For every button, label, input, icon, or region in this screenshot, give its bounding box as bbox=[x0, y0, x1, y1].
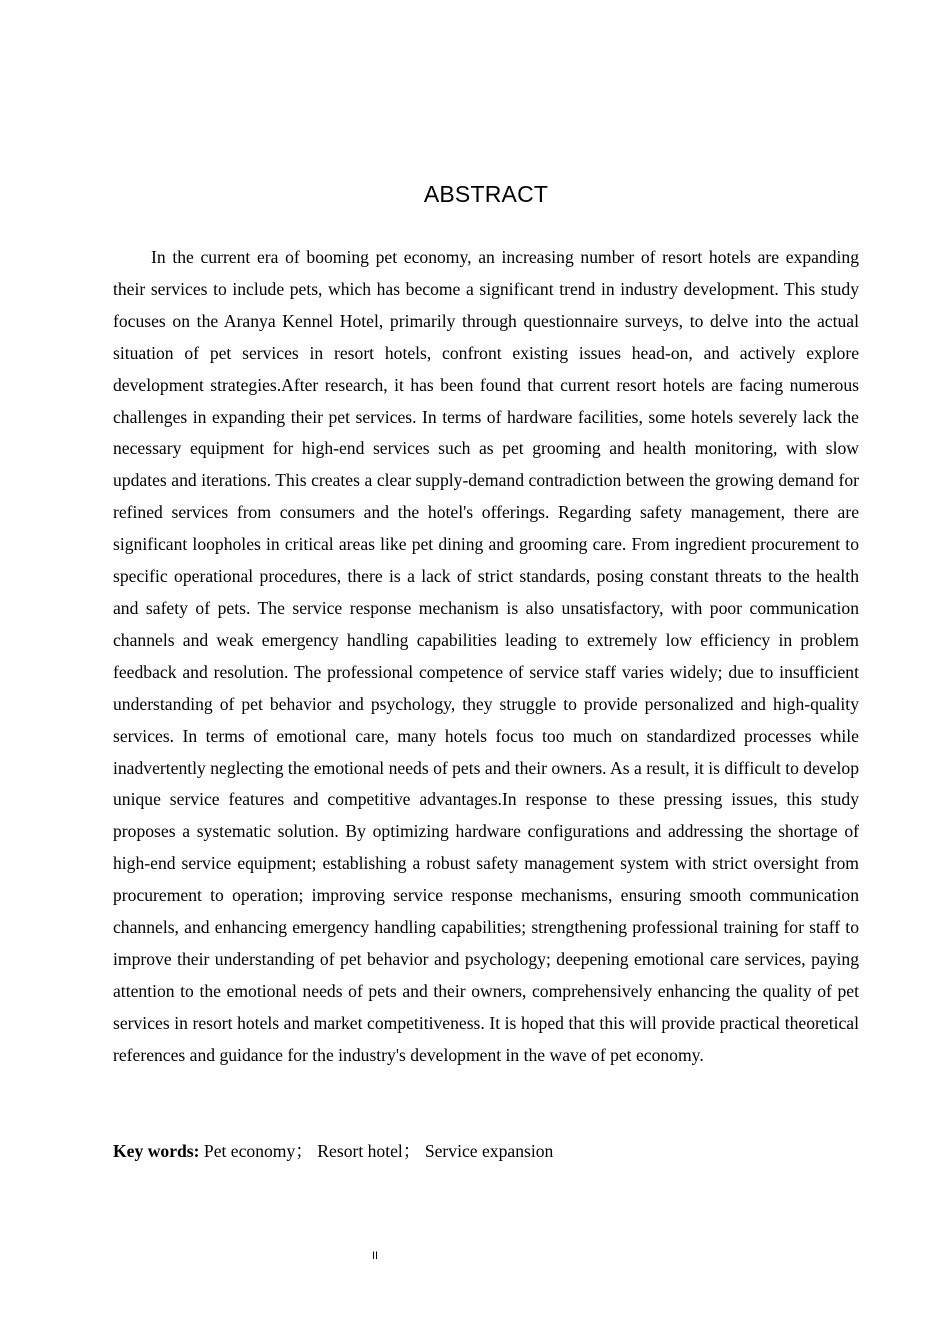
keywords-label: Key words: bbox=[113, 1141, 200, 1161]
keyword-separator: ； bbox=[295, 1141, 313, 1161]
page-number: II bbox=[371, 1250, 379, 1262]
keyword-item: Service expansion bbox=[424, 1141, 554, 1161]
abstract-title: ABSTRACT bbox=[423, 181, 549, 207]
keyword-separator: ； bbox=[402, 1141, 421, 1161]
keyword-item: Resort hotel bbox=[317, 1141, 403, 1161]
keywords-line bbox=[113, 1136, 859, 1167]
keyword-item: Pet economy bbox=[203, 1141, 296, 1161]
abstract-body: In the current era of booming pet economy, an increasing number of resort hotels are expanding their services to include pets, which has become a significant trend in industry development. This study focuses on the Aranya Kennel Hotel, primarily through questionnaire surveys, to delve into the actual situation of pet services in resort hotels, confront existing issues head-on, and actively explore development strategies.After research, it has been found that current resort hotels are facing numerous challenges in expanding their pet services. In terms of hardware facilities, some hotels severely lack the necessary equipment for high-end services such as pet grooming and health monitoring, with slow updates and iterations. This creates a clear supply-demand contradiction between the growing demand for refined services from consumers and the hotel's offerings. Regarding safety management, there are significant loopholes in critical areas like pet dining and grooming care. From ingredient procurement to specific operational procedures, there is a lack of strict standards, posing constant threats to the health and safety of pets. The service response mechanism is also unsatisfactory, with poor communication channels and weak emergency handling capabilities leading to extremely low efficiency in problem feedback and resolution. The professional competence of service staff varies widely; due to insufficient understanding of pet behavior and psychology, they struggle to provide personalized and high-quality services. In terms of emotional care, many hotels focus too much on standardized processes while inadvertently neglecting the emotional needs of pets and their owners. As a result, it is difficult to develop unique service features and competitive advantages.In response to these pressing issues, this study proposes a systematic solution. By optimizing hardware configurations and addressing the shortage of high-end service equipment; establishing a robust safety management system with strict oversight from procurement to operation; improving service response mechanisms, ensuring smooth communication channels, and enhancing emergency handling capabilities; strengthening professional training for staff to improve their understanding of pet behavior and psychology; deepening emotional care services, paying attention to the emotional needs of pets and their owners, comprehensively enhancing the quality of pet services in resort hotels and market competitiveness. It is hoped that this will provide practical theoretical references and guidance for the industry's development in the wave of pet economy. bbox=[113, 247, 859, 1065]
